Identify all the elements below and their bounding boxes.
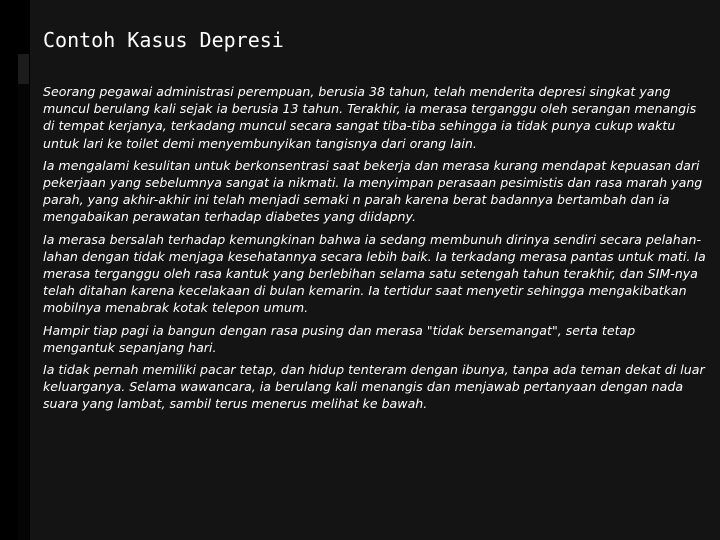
paragraph-3: Ia merasa bersalah terhadap kemungkinan bahwa ia sedang membunuh dirinya sendiri secara pelahan-lahan dengan tidak menjaga kesehatannya secara lebih baik. Ia terkadang merasa pantas untuk mati. Ia merasa terganggu oleh rasa kantuk yang berlebihan selama satu setengah tahun terakhir, dan SIM-nya telah ditahan karena kecelakaan di bulan kemarin. Ia tertidur saat menyetir sehingga mengakibatkan mobilnya menabrak kotak telepon umum. <box>43 231 706 316</box>
slide-body <box>43 83 709 418</box>
paragraph-5: Ia tidak pernah memiliki pacar tetap, dan hidup tenteram dengan ibunya, tanpa ada teman dekat di luar keluarganya. Selama wawancara, ia berulang kali menangis dan menjawab pertanyaan dengan nada suara yang lambat, sambil terus menerus melihat ke bawah. <box>43 362 705 412</box>
paragraph-1: Seorang pegawai administrasi perempuan, berusia 38 tahun, telah menderita depresi singkat yang muncul berulang kali sejak ia berusia 13 tahun. Terakhir, ia merasa terganggu oleh serangan menangis di tempat kerjanya, terkadang muncul secara sangat tiba-tiba sehingga ia tidak punya cukup waktu untuk lari ke toilet demi menyembunyikan tangisnya dari orang lain. <box>43 84 697 151</box>
paragraph-2: Ia mengalami kesulitan untuk berkonsentrasi saat bekerja dan merasa kurang mendapat kepuasan dari pekerjaan yang sebelumnya sangat ia nikmati. Ia menyimpan perasaan pesimistis dan rasa marah yang parah, yang akhir-akhir ini telah menjadi semaki n parah karena berat badannya bertambah dan ia mengabaikan perawatan terhadap diabetes yang diidapny. <box>43 157 703 225</box>
paragraph-4: Hampir tiap pagi ia bangun dengan rasa pusing dan merasa "tidak bersemangat", serta tetap mengantuk sepanjang hari. <box>43 322 636 355</box>
slide-title: Contoh Kasus Depresi <box>43 28 284 52</box>
accent-bar <box>18 54 29 84</box>
accent-bar-lower <box>18 84 29 540</box>
